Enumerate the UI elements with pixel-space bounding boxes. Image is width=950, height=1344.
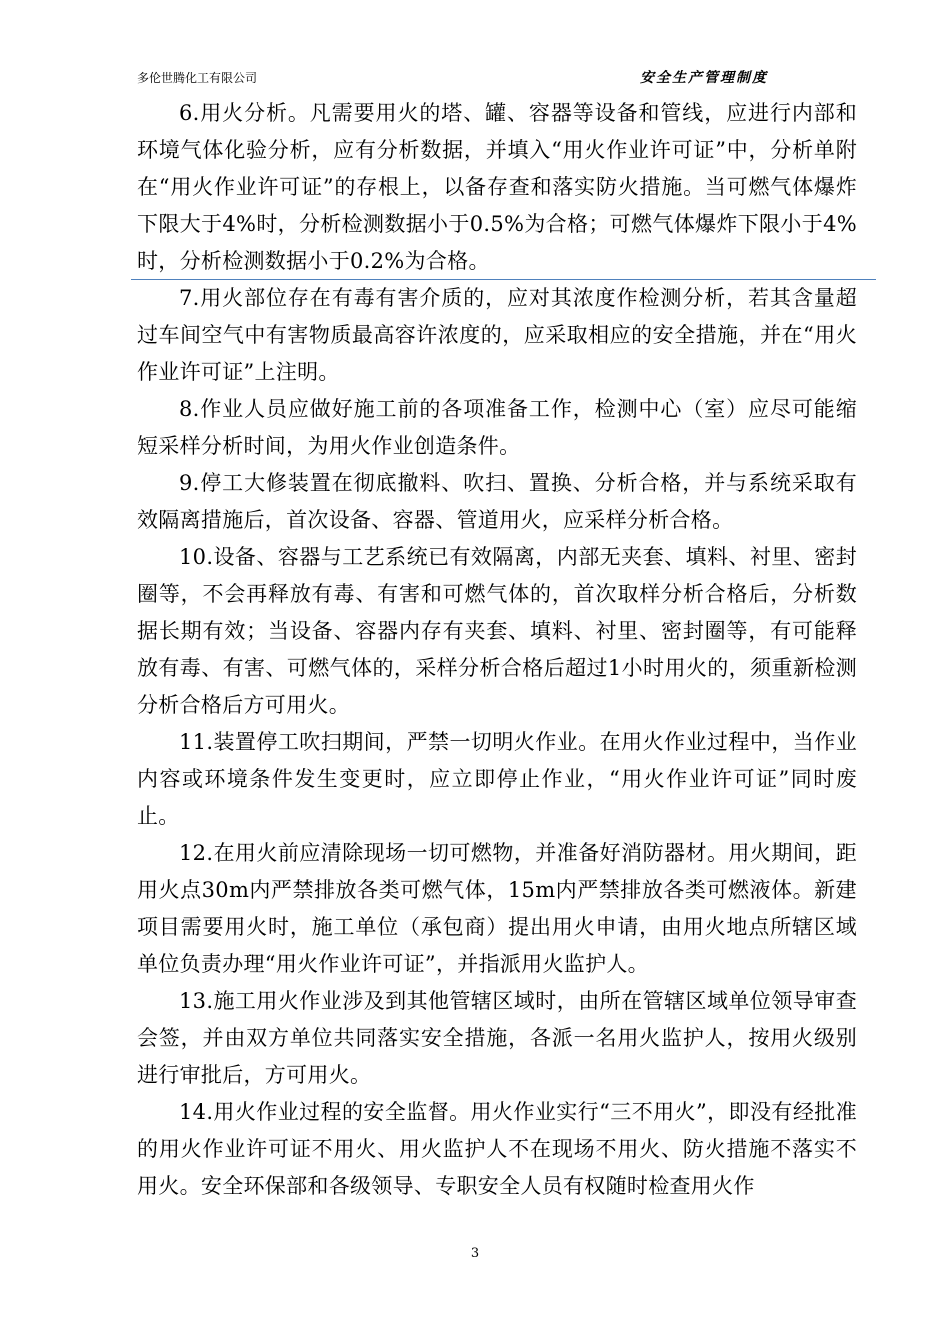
header-company: 多伦世腾化工有限公司 [137,71,258,85]
paragraph-7: 7.用火部位存在有毒有害介质的，应对其浓度作检测分析，若其含量超过车间空气中有害物质最高容许浓度的，应采取相应的安全措施，并在“用火作业许可证”上注明。 [137,286,857,384]
paragraph-13: 13.施工用火作业涉及到其他管辖区域时，由所在管辖区域单位领导审查会签，并由双方单位共同落实安全措施，各派一名用火监护人，按用火级别进行审批后，方可用火。 [137,989,857,1087]
paragraph-6: 6.用火分析。凡需要用火的塔、罐、容器等设备和管线，应进行内部和环境气体化验分析，应有分析数据，并填入“用火作业许可证”中，分析单附在“用火作业许可证”的存根上，以备存查和落实防火措施。当可燃气体爆炸下限大于4%时，分析检测数据小于0.5%为合格；可燃气体爆炸下限小于4%时，分析检测数据小于0.2%为合格。 [137,101,857,273]
paragraph-9: 9.停工大修装置在彻底撤料、吹扫、置换、分析合格，并与系统采取有效隔离措施后，首次设备、容器、管道用火，应采样分析合格。 [137,471,857,532]
paragraph-11: 11.装置停工吹扫期间，严禁一切明火作业。在用火作业过程中，当作业内容或环境条件发生变更时，应立即停止作业，“用火作业许可证”同时废止。 [137,730,857,828]
paragraph-10: 10.设备、容器与工艺系统已有效隔离，内部无夹套、填料、衬里、密封圈等，不会再释放有毒、有害和可燃气体的，首次取样分析合格后，分析数据长期有效；当设备、容器内存有夹套、填料、衬里、密封圈等，有可能释放有毒、有害、可燃气体的，采样分析合格后超过1小时用火的，须重新检测分析合格后方可用火。 [137,545,857,717]
header-doc-title: 安全生产管理制度 [640,70,768,86]
paragraph-14: 14.用火作业过程的安全监督。用火作业实行“三不用火”，即没有经批准的用火作业许可证不用火、用火监护人不在现场不用火、防火措施不落实不用火。安全环保部和各级领导、专职安全人员有权随时检查用火作 [137,1100,857,1198]
document-body [137,95,857,1205]
page-number: 3 [470,1246,480,1261]
paragraph-12: 12.在用火前应清除现场一切可燃物，并准备好消防器材。用火期间，距用火点30m内严禁排放各类可燃气体，15m内严禁排放各类可燃液体。新建项目需要用火时，施工单位（承包商）提出用火申请，由用火地点所辖区域单位负责办理“用火作业许可证”，并指派用火监护人。 [137,841,857,976]
paragraph-8: 8.作业人员应做好施工前的各项准备工作，检测中心（室）应尽可能缩短采样分析时间，为用火作业创造条件。 [137,397,857,458]
